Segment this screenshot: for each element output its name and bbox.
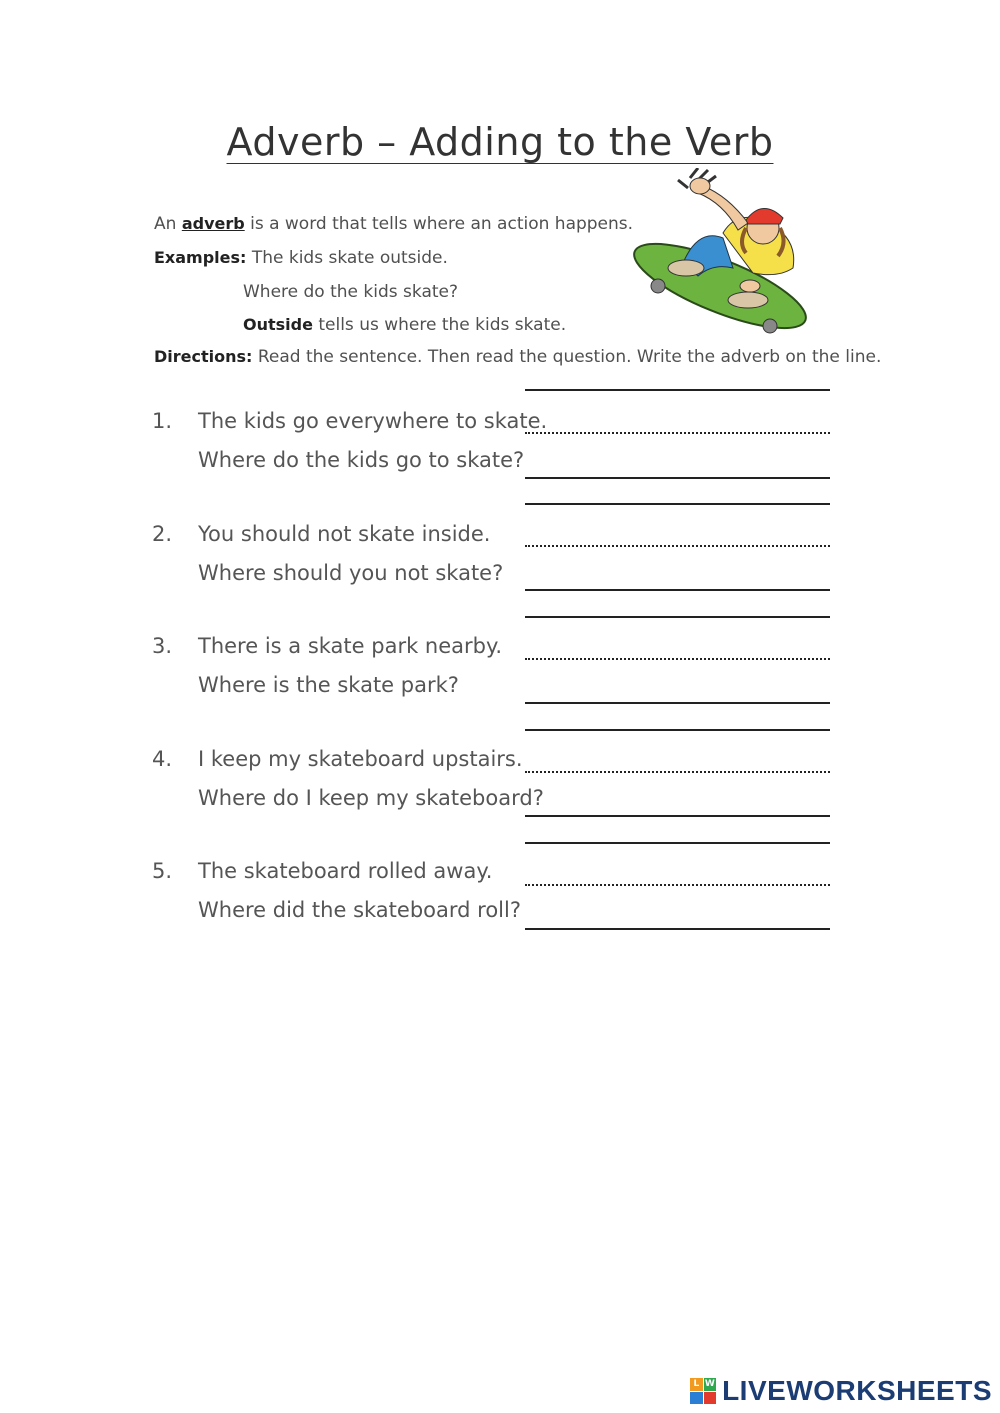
directions-text: Read the sentence. Then read the question. Write the adverb on the line. [252,347,882,367]
answer-line-bottom [525,928,830,930]
question-number: 3. [152,634,173,658]
answer-line-bottom [525,702,830,704]
answer-line-mid [525,884,830,886]
directions-label: Directions: [154,347,253,366]
answer-input-2[interactable] [528,513,830,543]
liveworksheets-footer[interactable] [690,1373,992,1409]
example-explanation: tells us where the kids skate. [312,315,567,335]
liveworksheets-brand: LIVEWORKSHEETS [722,1375,992,1406]
question-number: 1. [152,409,173,433]
intro-suffix: is a word that tells where an action happens. [244,214,634,234]
question-prompt: Where did the skateboard roll? [198,898,521,922]
intro-prefix: An [154,214,182,234]
question-prompt: Where is the skate park? [198,673,459,697]
examples-line-3 [243,315,566,335]
liveworksheets-logo-icon [690,1378,716,1404]
question-number: 2. [152,522,173,546]
answer-line-top [525,389,830,391]
directions [154,347,881,367]
example-sentence: The kids skate outside. [246,248,448,268]
logo-cell-red [704,1392,717,1405]
intro-text [154,214,633,234]
question-sentence: The kids go everywhere to skate. [198,409,548,433]
question-sentence: There is a skate park nearby. [198,634,503,658]
answer-line-top [525,616,830,618]
answer-line-bottom [525,815,830,817]
answer-line-mid [525,545,830,547]
page-title: Adverb – Adding to the Verb [226,120,774,164]
answer-line-top [525,729,830,731]
answer-line-bottom [525,589,830,591]
skateboarder-icon [628,168,813,343]
logo-cell-blue [690,1392,703,1405]
example-adverb: Outside [243,315,313,334]
question-number: 5. [152,859,173,883]
question-prompt: Where do the kids go to skate? [198,448,525,472]
question-sentence: I keep my skateboard upstairs. [198,747,523,771]
answer-line-top [525,503,830,505]
answer-line-top [525,842,830,844]
question-sentence: The skateboard rolled away. [198,859,493,883]
logo-cell-l: L [690,1378,703,1391]
answer-line-bottom [525,477,830,479]
adverb-term: adverb [181,214,245,233]
answer-line-mid [525,432,830,434]
answer-input-4[interactable] [528,739,830,769]
examples-line-1 [154,248,448,268]
examples-label: Examples: [154,248,247,267]
answer-input-5[interactable] [528,852,830,882]
answer-line-mid [525,771,830,773]
question-prompt: Where do I keep my skateboard? [198,786,544,810]
question-sentence: You should not skate inside. [198,522,491,546]
answer-line-mid [525,658,830,660]
answer-input-3[interactable] [528,626,830,656]
question-prompt: Where should you not skate? [198,561,504,585]
logo-cell-w: W [704,1379,715,1389]
examples-line-2: Where do the kids skate? [243,282,459,302]
answer-input-1[interactable] [528,400,830,430]
question-number: 4. [152,747,173,771]
